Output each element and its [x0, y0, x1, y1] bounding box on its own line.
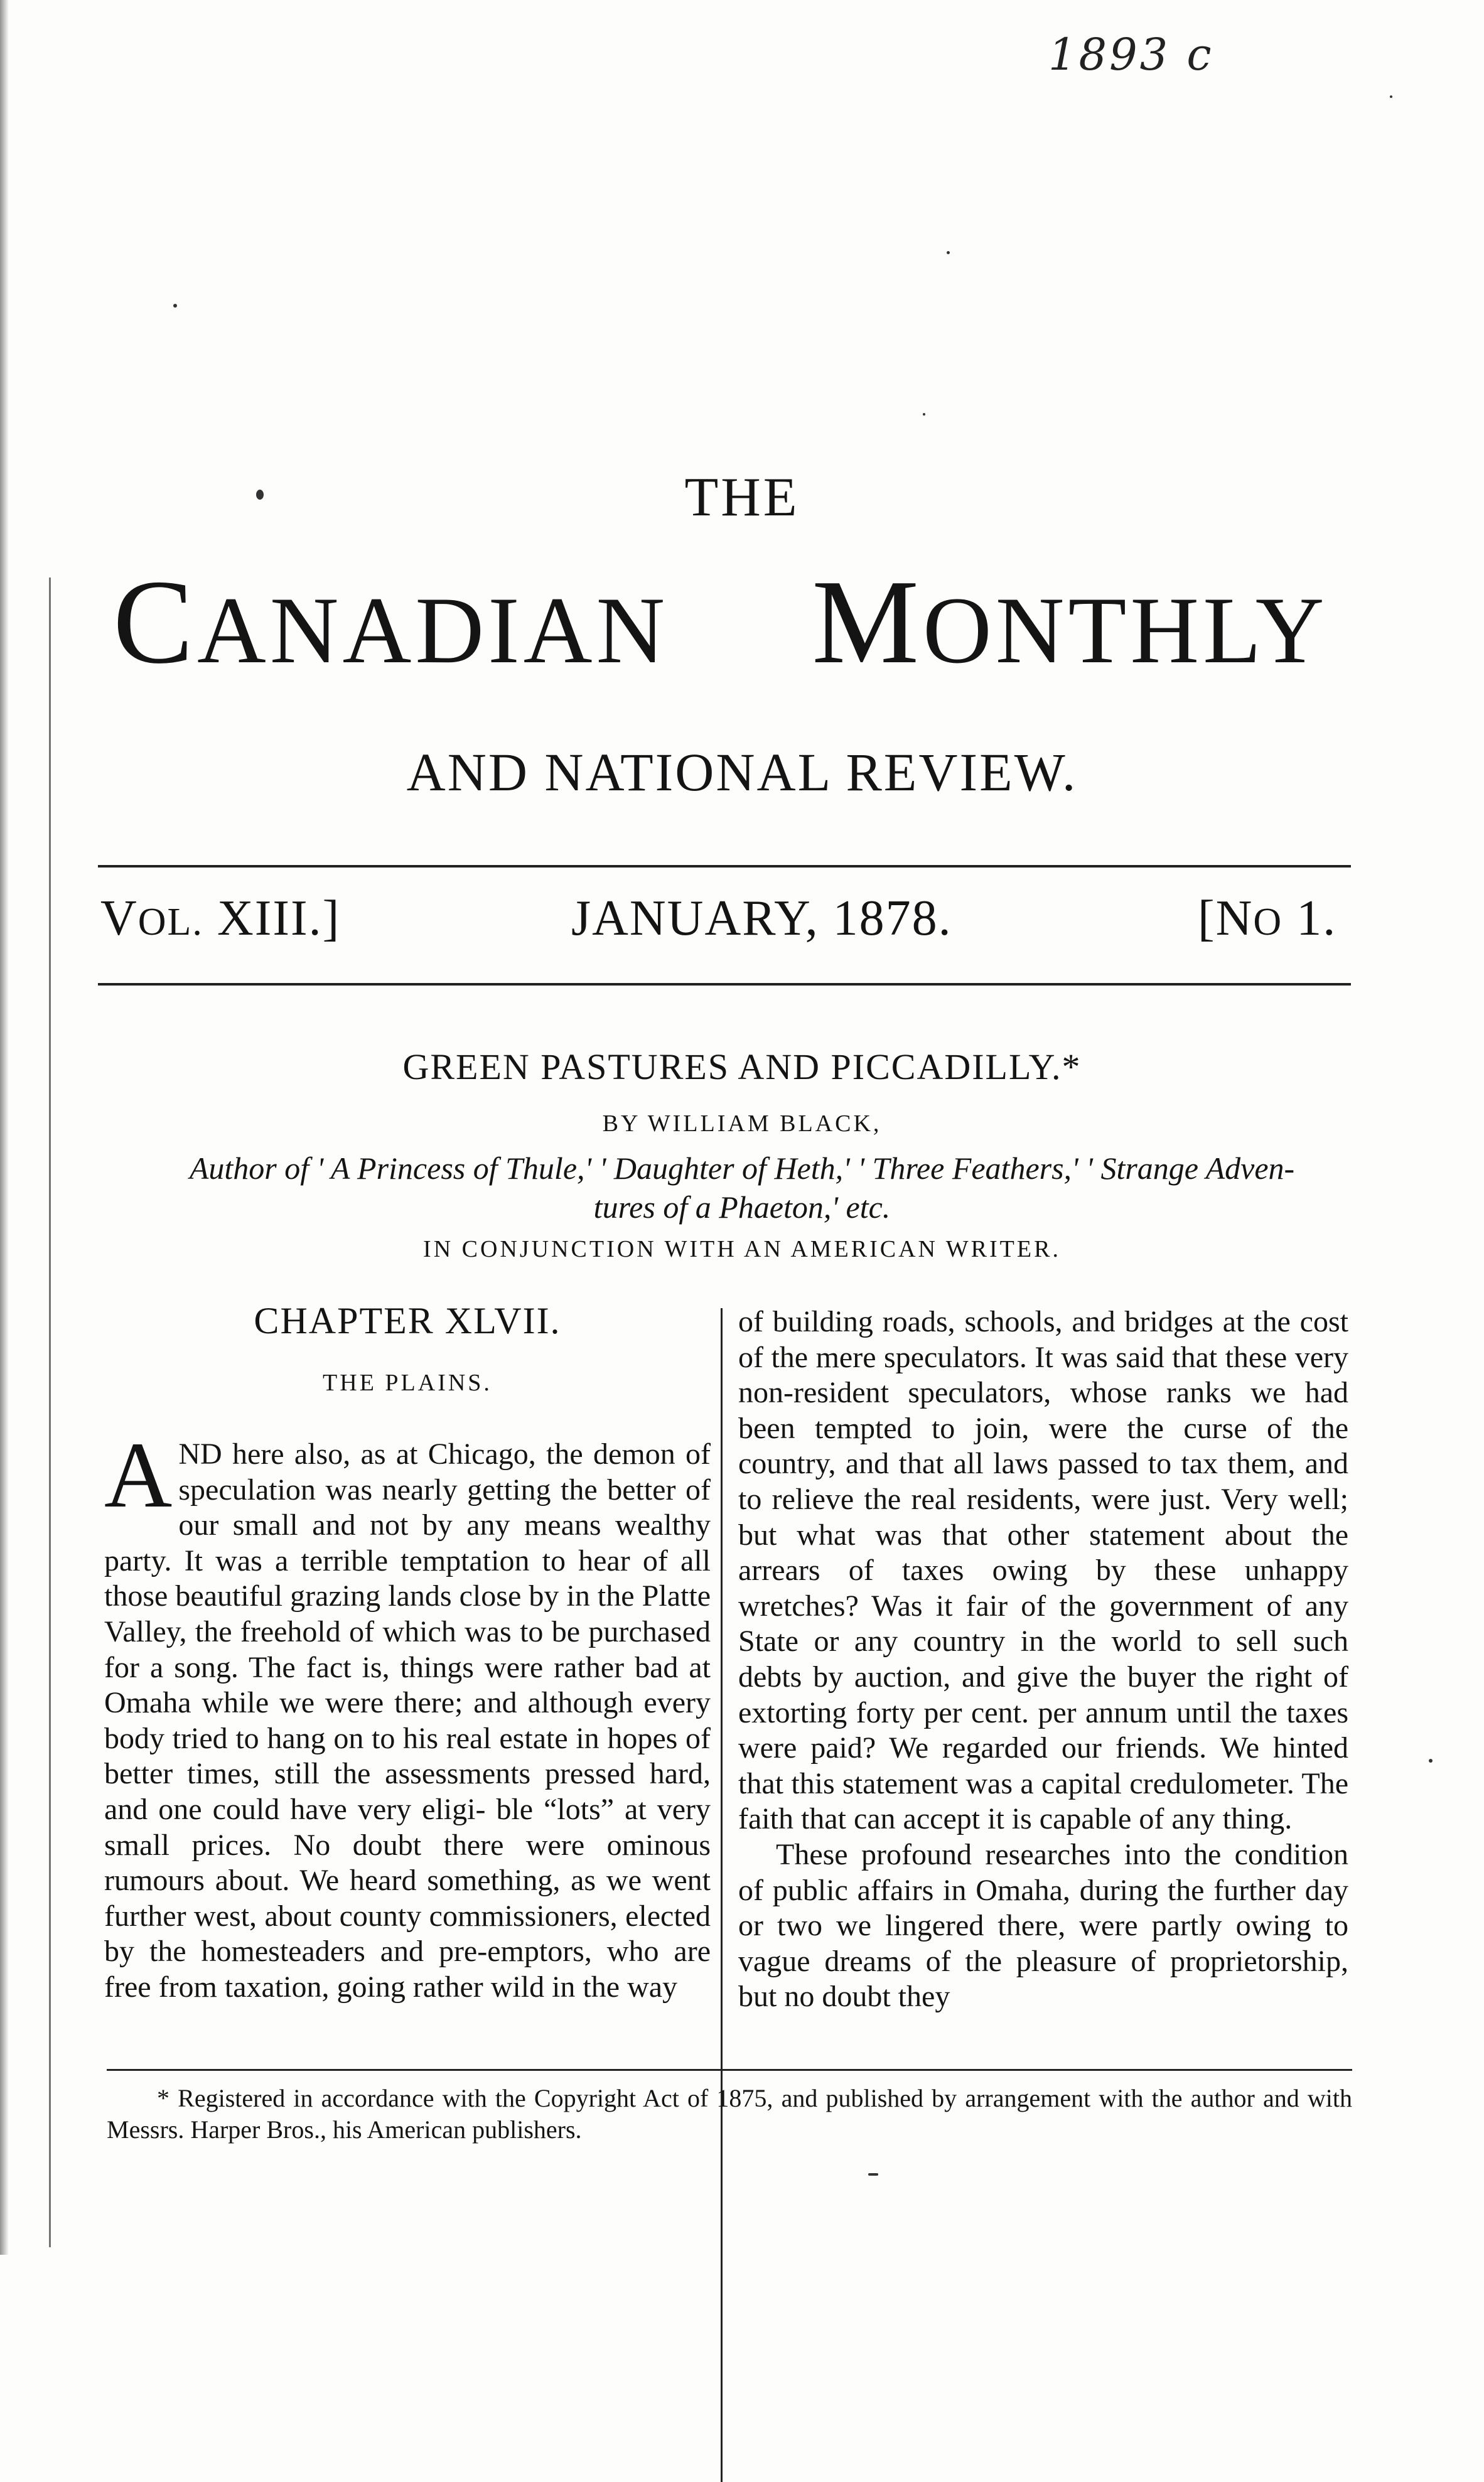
left-column-text [104, 1423, 711, 2006]
article-byline: BY WILLIAM BLACK, [602, 1110, 882, 1137]
speck [173, 304, 177, 308]
volume-initial: V [100, 891, 138, 946]
chapter-subheading: THE PLAINS. [323, 1370, 492, 1396]
volume-number: XIII.] [217, 891, 341, 946]
right-column [738, 1304, 1348, 2015]
left-column [104, 1299, 711, 2006]
masthead-word-monthly-initial: M [812, 555, 923, 689]
issue-date: JANUARY, 1878. [571, 891, 952, 946]
volume-label [100, 890, 340, 947]
footnote: * Registered in accordance with the Copyright Act of 1875, and published by arrangement with the author and with Messrs. Harper Bros., his American publishers. [107, 2084, 1352, 2144]
author-works-line1: Author of ' A Princess of Thule,' ' Daughter of Heth,' ' Three Feathers,' ' Strange Adven- [189, 1151, 1295, 1186]
article-title: GREEN PASTURES AND PICCADILLY.* [402, 1046, 1082, 1087]
drop-cap: A [104, 1423, 173, 1527]
author-works [0, 1149, 1484, 1227]
right-paragraph-1: of building roads, schools, and bridges at the cost of the mere speculators. It was said that these very non-resident speculators, whose ranks we had been tempted to join, were the curse of the country, and that all laws passed to tax them, and to relieve the real residents, were just. Very well; but what was that other statement about the arrears of taxes owing by these unhappy wretches? Was it fair of the government of any State or any country in the world to sell such debts by auction, and give the buyer the right of extorting forty per cent. per annum until the taxes were paid? We regarded our friends. We hinted that this statement was a capital credulometer. The faith that can accept it is capable of any thing. [738, 1305, 1348, 1836]
chapter-heading: CHAPTER XLVII. [254, 1300, 561, 1341]
issue-number-value: 1. [1296, 891, 1337, 946]
masthead-the: THE [684, 467, 800, 528]
masthead-subtitle: AND NATIONAL REVIEW. [406, 742, 1078, 802]
speck [1390, 95, 1392, 98]
masthead-word-monthly-rest: ONTHLY [923, 578, 1328, 683]
article-conjunction: IN CONJUNCTION WITH AN AMERICAN WRITER. [423, 1236, 1061, 1262]
issue-number-bracket: [N [1198, 891, 1254, 946]
masthead-word-canadian-rest: ANADIAN [197, 578, 669, 683]
masthead-word-canadian-initial: C [113, 555, 198, 689]
top-rule [98, 865, 1351, 868]
speck [1429, 1759, 1433, 1763]
footnote-rule [107, 2069, 1352, 2071]
speck [868, 2173, 878, 2176]
volume-rest: OL. [137, 901, 203, 943]
right-paragraph-2: These profound researches into the condition of public affairs in Omaha, during the further day or two we lingered there, were partly owing to vague dreams of the pleasure of proprietorship, but no doubt they [738, 1837, 1348, 2014]
column-divider [721, 1308, 723, 2482]
issue-number-rest: O [1253, 901, 1283, 943]
handwritten-note: 1893 c [1048, 29, 1214, 80]
masthead-bottom-rule [98, 983, 1351, 986]
speck [923, 413, 925, 416]
issue-number [1198, 890, 1336, 947]
speck [947, 251, 950, 254]
masthead-title [113, 552, 1328, 691]
author-works-line2: tures of a Phaeton,' etc. [593, 1190, 891, 1225]
page-edge-line [49, 578, 51, 2247]
left-paragraph: ND here also, as at Chicago, the demon of speculation was nearly getting the better of our small and not by any means wealthy party. It was a terrible temptation to hear of all those beautiful grazing lands close by in the Platte Valley, the freehold of which was to be purchased for a song. The fact is, things were rather bad at Omaha while we were there; and although every body tried to hang on to his real estate in hopes of better times, still the assessments pressed hard, and one could have very eligi- ble “lots” at very small prices. No doubt there were ominous rumours about. We heard something, as we went further west, about county commissioners, elected by the homesteaders and pre-emptors, who are free from taxation, going rather wild in the way [104, 1437, 711, 2004]
